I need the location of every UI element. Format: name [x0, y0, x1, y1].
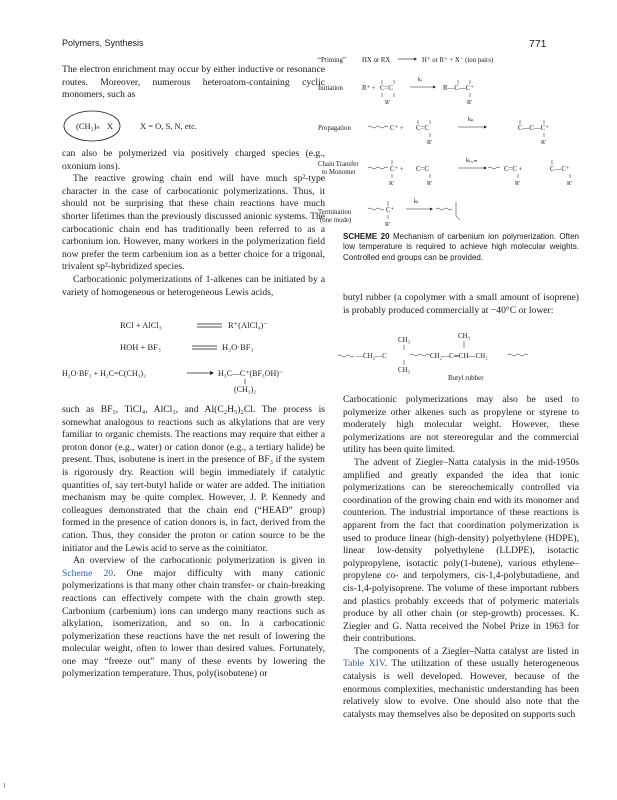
eq1-lhs: RCl + AlCl₃ [120, 320, 162, 330]
svg-text:C=C +: C=C + [504, 166, 523, 173]
propagation-label: Propagation [318, 125, 351, 132]
svg-text:CH₃: CH₃ [398, 336, 411, 344]
ki-label: kᵢ [418, 77, 422, 83]
eq3-lhs: H₂O·BF₃ + H₂C=C(CH₃)₂ [62, 369, 146, 378]
ring-label: (CH₂)ₙ [76, 121, 100, 131]
svg-text:R': R' [567, 181, 573, 187]
ktr-label: kₜᵣ,ₘ [466, 158, 478, 164]
paragraph-other-alkenes: Carbocationic polymerizations may also be used to polymerize other alkenes such as propylene or styrene to moderately high molecular weight. However, these polymerizations are not stereoregular and the commercial utility has been quite limited. [343, 394, 579, 456]
svg-text:R': R' [385, 222, 391, 228]
page-number: 771 [529, 38, 547, 50]
chain-transfer-label: Chain Transfer [318, 161, 359, 168]
margin-mark [4, 783, 5, 788]
svg-text:C=C: C=C [416, 125, 429, 132]
svg-text:C=C: C=C [380, 85, 393, 92]
heteroatom-definition: X = O, S, N, etc. [140, 121, 197, 131]
kp-label: kₚ [468, 117, 474, 123]
svg-text:to Monomer: to Monomer [322, 169, 356, 176]
svg-text:CH₃: CH₃ [398, 366, 411, 374]
lewis-acid-equations [62, 318, 325, 394]
priming-label: “Priming” [318, 57, 346, 64]
scheme-20-link[interactable]: Scheme 20 [62, 567, 114, 579]
eq3-rhs: H₃C—C⁺(BF₃OH)⁻ [218, 369, 284, 378]
svg-text:CH₃: CH₃ [458, 332, 471, 340]
scheme-20-caption: SCHEME 20 Mechanism of carbenium ion polymerization. Often low temperature is required to achieve high molecular weights. Controlled end groups can be provided. [343, 232, 579, 262]
svg-text:R': R' [515, 181, 521, 187]
cyclic-monomer-figure [62, 108, 325, 144]
priming-eq: HX or RX [362, 57, 391, 64]
svg-text:R': R' [467, 100, 473, 106]
svg-text:R': R' [389, 181, 395, 187]
svg-text:R—C—C⁺: R—C—C⁺ [443, 85, 474, 92]
svg-text:C⁺ +: C⁺ + [390, 125, 404, 132]
eq2-rhs: H₂O·BF₃ [222, 342, 254, 352]
left-column-body-2 [62, 404, 325, 681]
svg-text:C=C: C=C [416, 166, 429, 173]
svg-text:CH₂—C═CH—CH₂: CH₂—C═CH—CH₂ [430, 352, 488, 360]
paragraph-overview: An overview of the carbocationic polymerization is given in Scheme 20. One major difficulty with many cationic polymerizations is that many other chain transfer- or chain-breaking reactions can effectively compete with the chain growth step. Carbonium (carbenium) ions can undergo many reactions such as alkylation, isomerization, and so on. In a carbocationic polymerization these reactions have the net result of lowering the molecular weight, often to lower than desired values. Fortunately, one may “freeze out” many of these events by lowering the polymerization temperature. Thus, poly(isobutene) or [62, 555, 325, 680]
butyl-rubber-label: Butyl rubber [448, 374, 484, 382]
right-column-body [343, 394, 579, 721]
paragraph-catalyst-components: The components of a Ziegler–Natta catalyst are listed in Table XIV. The utilization of these usually heterogeneous catalysis is well developed. However, because of the enormous complexities, mechanistic understanding has been relatively slow to evolve. One should also note that the catalysts may themselves also be deposited on supports such [343, 645, 579, 720]
paragraph-oxonium: can also be polymerized via positively charged species (e.g., oxonium ions). [62, 148, 325, 172]
butyl-rubber-structure [338, 328, 588, 384]
paragraph-electron-enrichment: The electron enrichment may occur by either inductive or resonance routes. Moreover, numerous heteroatom-containing cyclic monomers, such as [62, 64, 325, 101]
paragraph-process-analogous: such as BF₃, TiCl₄, AlCl₃, and Al(C₂H₅)₂Cl. The process is somewhat analogous to reactions such as alkylations that are very familiar to organic chemists. The reactions may require that either a proton donor (e.g., water) or cation donor (e.g., a tertiary halide) be present. Thus, isobutene is inert in the presence of BF₃ if the system is rigorously dry. Reaction will begin immediately if catalytic quantities of, say tert-butyl halide or water are added. The initiation mechanism may be quite complex. However, J. P. Kennedy and colleagues demonstrated that the chain end (“HEAD” group) formed in the presence of cation donors is, in fact, derived from the cation. Thus, they consider the proton or cation source to be the initiator and the Lewis acid to serve as the coinitiator. [62, 404, 325, 554]
paragraph-ziegler-natta: The advent of Ziegler–Natta catalysis in the mid-1950s amplified and greatly expanded the idea that ionic polymerizations can be stereochemically controlled via coordination of the growing chain end with its monomer and counterion. The industrial importance of these reactions is apparent from the fact that coordination polymerization is used to produce linear (high-density) polyethylene (HDPE), linear low-density polyethylene (LLDPE), isotactic polypropylene, isotactic poly(1-butene), various ethylene–propylene co- and terpolymers, cis-1,4-polybutadiene, and cis-1,4-polyisoprene. The volume of these important rubbers and plastics probably exceeds that of polymeric materials produce by all other chain (or step-growth) processes. K. Ziegler and G. Natta received the Nobel Prize in 1963 for their contributions. [343, 456, 579, 645]
kt-label: kₜ [414, 199, 419, 205]
eq2-lhs: HOH + BF₃ [120, 342, 161, 352]
eq3-substituent: (CH₃)₂ [234, 385, 257, 394]
paragraph-lewis-acids: Carbocationic polymerizations of 1-alkenes can be initiated by a variety of homogeneous or heterogeneous Lewis acids, [62, 273, 325, 298]
svg-text:R': R' [385, 100, 391, 106]
svg-text:C⁺: C⁺ [386, 207, 395, 214]
svg-text:—CH₂—C: —CH₂—C [356, 352, 387, 360]
table-xiv-link[interactable]: Table XIV [343, 658, 385, 670]
caption-label: SCHEME 20 [343, 232, 390, 241]
paragraph-sp2-character: The reactive growing chain end will have much sp²-type character in the case of carbocationic polymerizations. Thus, it should not be surprising that these chain reactions have much shorter lifetimes than the previously discussed anionic systems. The carbocationic chain end has traditionally been referred to as a carbonium ion. However, many workers in the polymerization field now prefer the term carbenium ion as a better choice for a trigonal, trivalent sp²-hybridized species. [62, 173, 325, 273]
running-header: Polymers, Synthesis [62, 38, 144, 48]
heteroatom-label: X [107, 121, 114, 131]
svg-text:R': R' [427, 181, 433, 187]
svg-text:C—C⁺: C—C⁺ [550, 166, 570, 173]
scheme-20-mechanism [318, 52, 588, 230]
termination-label: Termination [318, 209, 352, 216]
left-column-body-1 [62, 148, 325, 299]
svg-text:C—C—C⁺: C—C—C⁺ [518, 125, 549, 132]
priming-rhs: H⁺ or R⁺ + X⁻ (ion pairs) [422, 57, 494, 64]
svg-text:C⁺ +: C⁺ + [390, 166, 404, 173]
svg-text:(one mode): (one mode) [320, 217, 352, 224]
paragraph-butyl-rubber: butyl rubber (a copolymer with a small amount of isoprene) is probably produced commercially at −40°C or lower: [343, 292, 579, 316]
initiation-label: Initiation [318, 85, 343, 92]
eq1-rhs: R⁺(AlCl₄)⁻ [228, 320, 268, 330]
svg-text:R': R' [427, 140, 433, 146]
svg-text:R': R' [541, 140, 547, 146]
svg-text:R⁺ +: R⁺ + [362, 85, 376, 92]
